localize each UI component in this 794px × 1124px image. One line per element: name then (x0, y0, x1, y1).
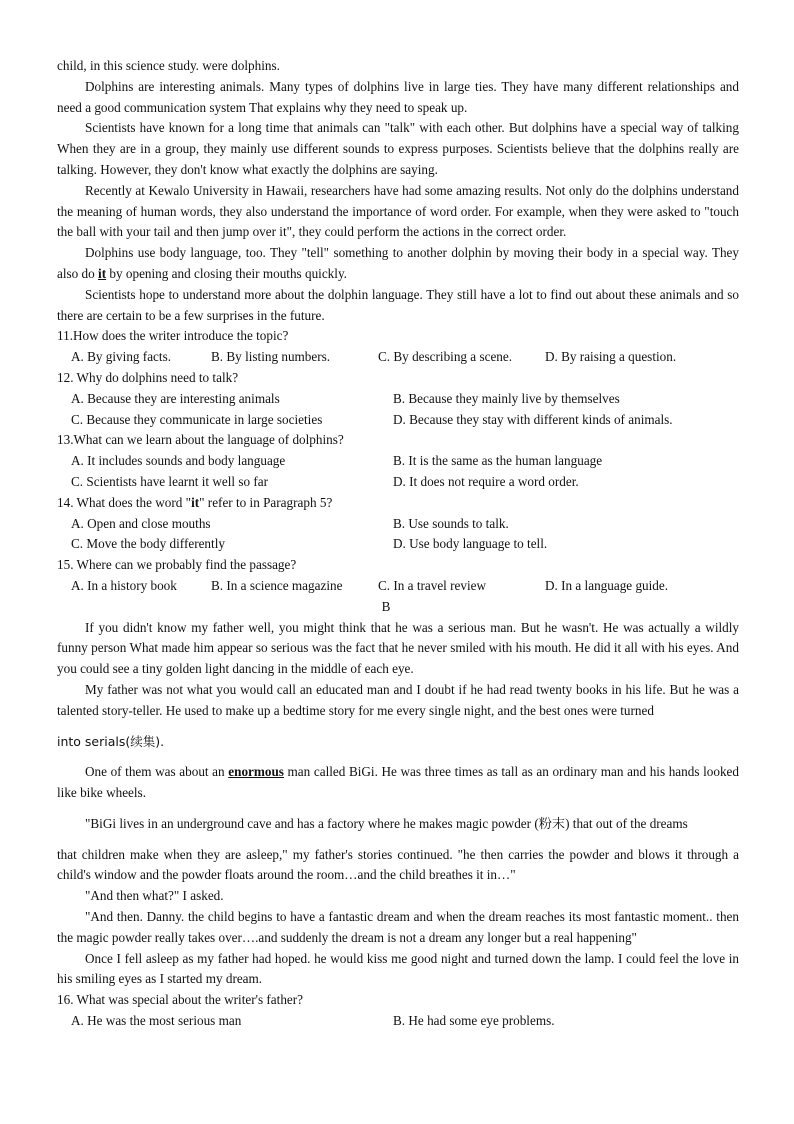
underlined-word-enormous: enormous (228, 764, 284, 780)
passage-a-paragraph-4: Dolphins use body language, too. They "tell" something to another dolphin by moving their body in a special way. They also do it by opening and closing their mouths quickly. (57, 245, 739, 281)
option-d[interactable]: D. It does not require a word order. (393, 473, 579, 489)
question-14-stem: 14. What does the word "it" refer to in Paragraph 5? (57, 494, 333, 510)
question-13-stem: 13.What can we learn about the language of dolphins? (57, 432, 344, 448)
option-a[interactable]: A. Because they are interesting animals (71, 390, 280, 406)
option-a[interactable]: A. Open and close mouths (71, 515, 211, 531)
option-a[interactable]: A. In a history book (71, 577, 177, 593)
passage-b-paragraph-4: "BiGi lives in an underground cave and has a factory where he makes magic powder (粉末) that out of the dreams (85, 815, 688, 831)
passage-b-paragraph-2-continued: into serials(续集). (57, 733, 165, 749)
option-c[interactable]: C. Because they communicate in large societies (71, 411, 323, 427)
option-c[interactable]: C. By describing a scene. (378, 349, 513, 365)
option-c[interactable]: C. Scientists have learnt it well so far (71, 473, 269, 489)
option-a[interactable]: A. It includes sounds and body language (71, 453, 286, 469)
passage-a-paragraph-2: Scientists have known for a long time that animals can "talk" with each other. But dolphins have a special way of talking When they are in a group, they mainly use different sounds to express purposes. Scientists believe that the dolphins really are talking. However, they don't know what exactly the dolphins are saying. (57, 120, 739, 177)
option-a[interactable]: A. By giving facts. (71, 349, 171, 365)
passage-b-paragraph-3: One of them was about an enormous man called BiGi. He was three times as tall as an ordinary man and his hands looked like bike wheels. (57, 764, 739, 801)
section-b-heading: B (381, 598, 391, 614)
passage-b-paragraph-1: If you didn't know my father well, you might think that he was a serious man. But he wasn't. He was actually a wildly funny person What made him appear so serious was the fact that he never smiled with his mouth. He did it all with his eyes. And you could see a tiny golden light dancing in the middle of each eye. (57, 619, 739, 677)
passage-b-paragraph-2: My father was not what you would call an educated man and I doubt if he had read twenty books in his life. But he was a talented story-teller. He used to make up a bedtime story for me every single night, and the best ones were turned (57, 681, 739, 718)
option-c[interactable]: C. In a travel review (378, 577, 487, 593)
question-11-options (57, 347, 739, 368)
question-14-options-row-1 (57, 514, 739, 535)
passage-a-paragraph-5: Scientists hope to understand more about the dolphin language. They still have a lot to find out about these animals and so there are certain to be a few surprises in the future. (57, 286, 739, 323)
question-14-options-row-2 (57, 534, 739, 555)
option-b[interactable]: B. Because they mainly live by themselves (393, 390, 620, 406)
bold-word-it: it (191, 494, 200, 510)
question-12-options-row-2 (57, 410, 739, 431)
question-13-options-row-1 (57, 451, 739, 472)
option-b[interactable]: B. It is the same as the human language (393, 453, 603, 469)
passage-a-paragraph-1: Dolphins are interesting animals. Many types of dolphins live in large ties. They have many different relationships and need a good communication system That explains why they need to speak up. (57, 78, 739, 115)
option-b[interactable]: B. He had some eye problems. (393, 1013, 555, 1029)
option-d[interactable]: D. By raising a question. (545, 349, 677, 365)
question-12-options-row-1 (57, 389, 739, 410)
passage-b-paragraph-6: "And then. Danny. the child begins to have a fantastic dream and when the dream reaches its most fantastic moment.. then the magic powder really takes over….and suddenly the dream is not a dream any longer but a real happening" (57, 909, 739, 945)
option-b[interactable]: B. In a science magazine (211, 577, 343, 593)
question-15-options (57, 576, 739, 597)
underlined-word-it: it (98, 265, 107, 281)
option-d[interactable]: D. Use body language to tell. (393, 536, 548, 552)
question-16-options (57, 1011, 739, 1032)
question-12-stem: 12. Why do dolphins need to talk? (57, 369, 239, 385)
question-16-stem: 16. What was special about the writer's father? (57, 992, 304, 1008)
option-b[interactable]: B. By listing numbers. (211, 349, 331, 365)
option-c[interactable]: C. Move the body differently (71, 536, 225, 552)
option-d[interactable]: D. Because they stay with different kinds of animals. (393, 411, 673, 427)
option-a[interactable]: A. He was the most serious man (71, 1013, 242, 1029)
passage-b-paragraph-5: "And then what?" I asked. (85, 888, 224, 904)
option-b[interactable]: B. Use sounds to talk. (393, 515, 509, 531)
passage-b-paragraph-4-continued: that children make when they are asleep," my father's stories continued. "he then carries the powder and blows it through a child's window and the powder floats around the room…and the child breathes it in…" (57, 846, 739, 883)
question-15-stem: 15. Where can we probably find the passage? (57, 557, 297, 573)
document-page (57, 56, 739, 1032)
question-11-stem: 11.How does the writer introduce the topic? (57, 328, 289, 344)
option-d[interactable]: D. In a language guide. (545, 577, 669, 593)
passage-b-paragraph-7: Once I fell asleep as my father had hoped. he would kiss me good night and turned down the lamp. I could feel the love in his smiling eyes as I started my dream. (57, 950, 739, 987)
passage-a-intro-tail: child, in this science study. were dolphins. (57, 58, 280, 73)
question-13-options-row-2 (57, 472, 739, 493)
passage-a-paragraph-3: Recently at Kewalo University in Hawaii, researchers have had some amazing results. Not only do the dolphins understand the meaning of human words, they also understand the importance of word order. For example, when they were asked to "touch the ball with your tail and then jump over it", they could perform the actions in the correct order. (57, 182, 739, 240)
